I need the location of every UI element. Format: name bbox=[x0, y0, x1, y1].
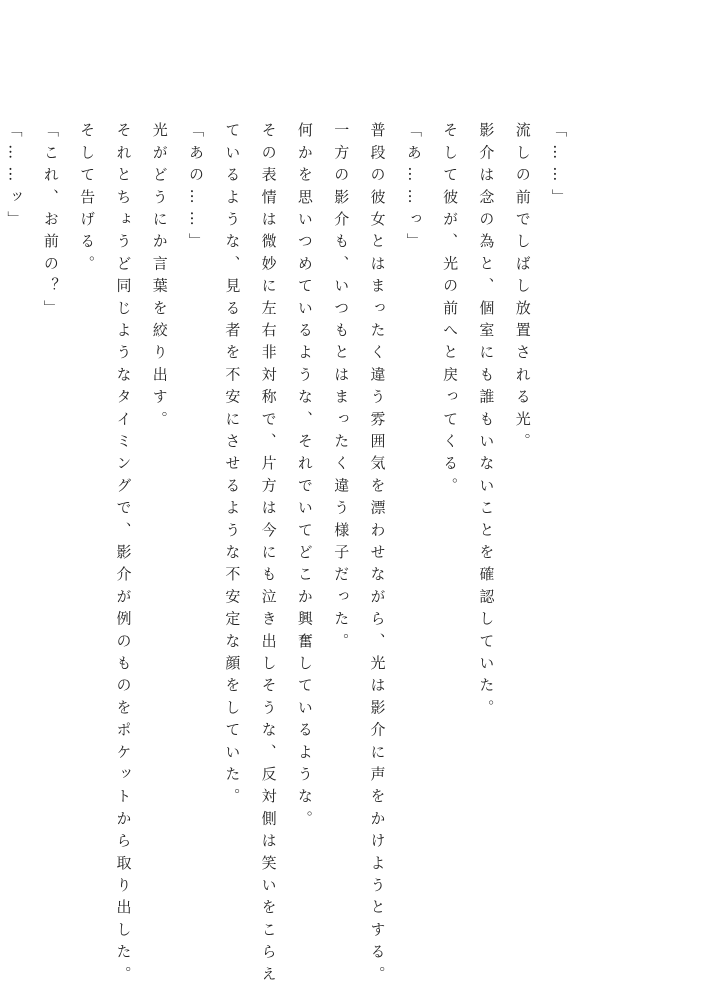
text-line: そして彼が、光の前へと戻ってくる。 bbox=[441, 122, 460, 500]
text-line: 光がどうにか言葉を絞り出す。 bbox=[150, 122, 169, 433]
text-line: 「あの……」 bbox=[187, 122, 206, 256]
text-line: その表情は微妙に左右非対称で、片方は今にも泣き出しそうな、反対側は笑いをこらえ bbox=[259, 122, 278, 988]
text-line: そして告げる。 bbox=[78, 122, 97, 278]
text-line: 「これ、お前の？」 bbox=[41, 122, 60, 322]
text-line: それとちょうど同じようなタイミングで、影介が例のものをポケットから取り出した。 bbox=[114, 122, 133, 988]
text-line: 「……」 bbox=[550, 122, 568, 211]
text-line: 「……ッ」 bbox=[5, 122, 24, 233]
text-line: 普段の彼女とはまったく違う雰囲気を漂わせながら、光は影介に声をかけようとする。 bbox=[368, 122, 387, 988]
text-line: 一方の影介も、いつもとはまったく違う様子だった。 bbox=[332, 122, 351, 655]
text-line: 何かを思いつめているような、それでいてどこか興奮しているような。 bbox=[295, 122, 314, 833]
text-line: ているような、見る者を不安にさせるような不安定な顔をしていた。 bbox=[223, 122, 242, 811]
vertical-text-body bbox=[0, 122, 577, 988]
text-line: 「あ……っ」 bbox=[404, 122, 423, 256]
text-line: 流しの前でしばし放置される光。 bbox=[513, 122, 532, 455]
text-line: 影介は念の為と、個室にも誰もいないことを確認していた。 bbox=[477, 122, 496, 722]
